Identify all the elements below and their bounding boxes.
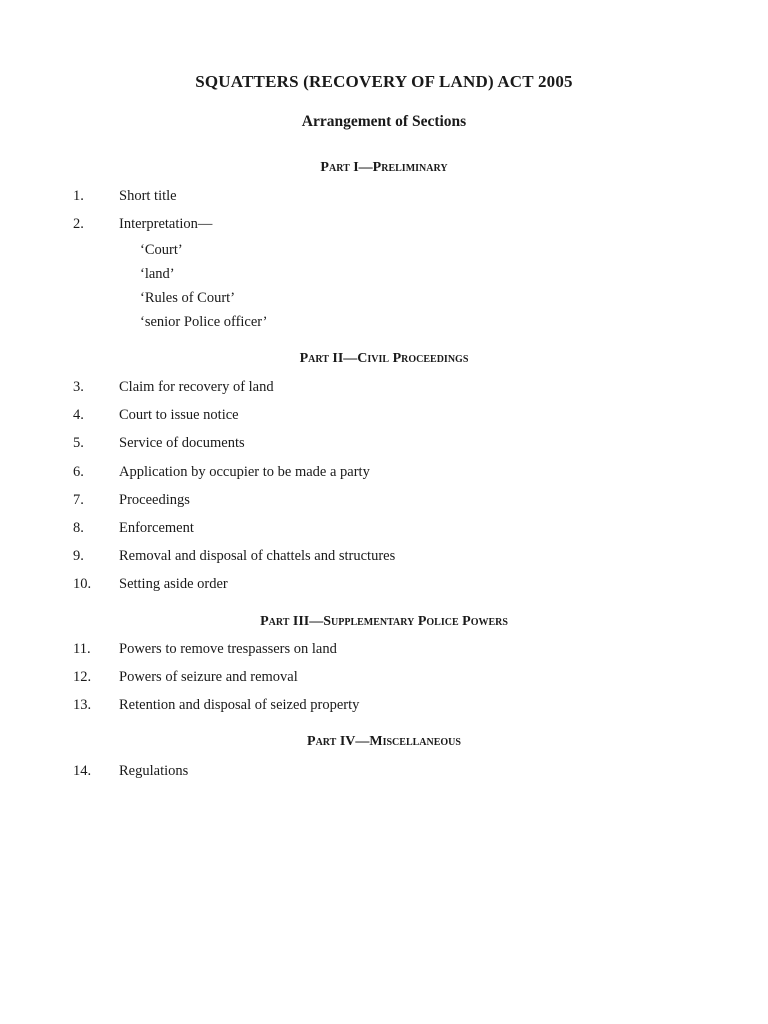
section-row	[0, 492, 768, 512]
section-row	[0, 435, 768, 455]
defined-term: ‘land’	[140, 266, 175, 282]
section-number: 10.	[73, 576, 92, 592]
section-label: Enforcement	[119, 520, 194, 536]
section-label: Removal and disposal of chattels and structures	[119, 548, 396, 564]
section-number: 1.	[73, 188, 84, 204]
section-label: Powers of seizure and removal	[119, 669, 298, 685]
section-label: Application by occupier to be made a party	[119, 464, 370, 480]
section-label: Regulations	[119, 763, 189, 779]
section-number: 6.	[73, 464, 84, 480]
part-heading: Part I—Preliminary	[320, 160, 448, 175]
section-row	[0, 641, 768, 661]
section-number: 2.	[73, 216, 84, 232]
defined-term: ‘Court’	[140, 242, 183, 258]
section-row	[0, 379, 768, 399]
section-label: Short title	[119, 188, 177, 204]
section-number: 5.	[73, 435, 84, 451]
section-row	[0, 576, 768, 596]
defined-term: ‘Rules of Court’	[140, 290, 236, 306]
section-label: Retention and disposal of seized property	[119, 697, 360, 713]
section-number: 11.	[73, 641, 91, 657]
document-title: SQUATTERS (RECOVERY OF LAND) ACT 2005	[195, 72, 573, 91]
section-row	[0, 520, 768, 540]
section-number: 9.	[73, 548, 84, 564]
section-label: Service of documents	[119, 435, 245, 451]
section-row	[0, 407, 768, 427]
section-label: Powers to remove trespassers on land	[119, 641, 337, 657]
document-subtitle: Arrangement of Sections	[301, 113, 467, 130]
section-label: Setting aside order	[119, 576, 228, 592]
section-number: 7.	[73, 492, 84, 508]
section-row	[0, 669, 768, 689]
section-number: 13.	[73, 697, 92, 713]
defined-term: ‘senior Police officer’	[140, 314, 268, 330]
section-label: Claim for recovery of land	[119, 379, 274, 395]
section-row	[0, 188, 768, 208]
part-heading: Part IV—Miscellaneous	[307, 734, 461, 749]
section-number: 12.	[73, 669, 92, 685]
section-number: 3.	[73, 379, 84, 395]
section-row	[0, 548, 768, 568]
section-row	[0, 763, 768, 783]
section-number: 14.	[73, 763, 92, 779]
section-row	[0, 216, 768, 236]
section-number: 4.	[73, 407, 84, 423]
section-number: 8.	[73, 520, 84, 536]
section-label: Proceedings	[119, 492, 190, 508]
section-row	[0, 697, 768, 717]
section-row	[0, 464, 768, 484]
part-heading: Part II—Civil Proceedings	[299, 351, 469, 366]
part-heading: Part III—Supplementary Police Powers	[260, 614, 508, 629]
section-label: Court to issue notice	[119, 407, 239, 423]
section-label: Interpretation—	[119, 216, 213, 232]
